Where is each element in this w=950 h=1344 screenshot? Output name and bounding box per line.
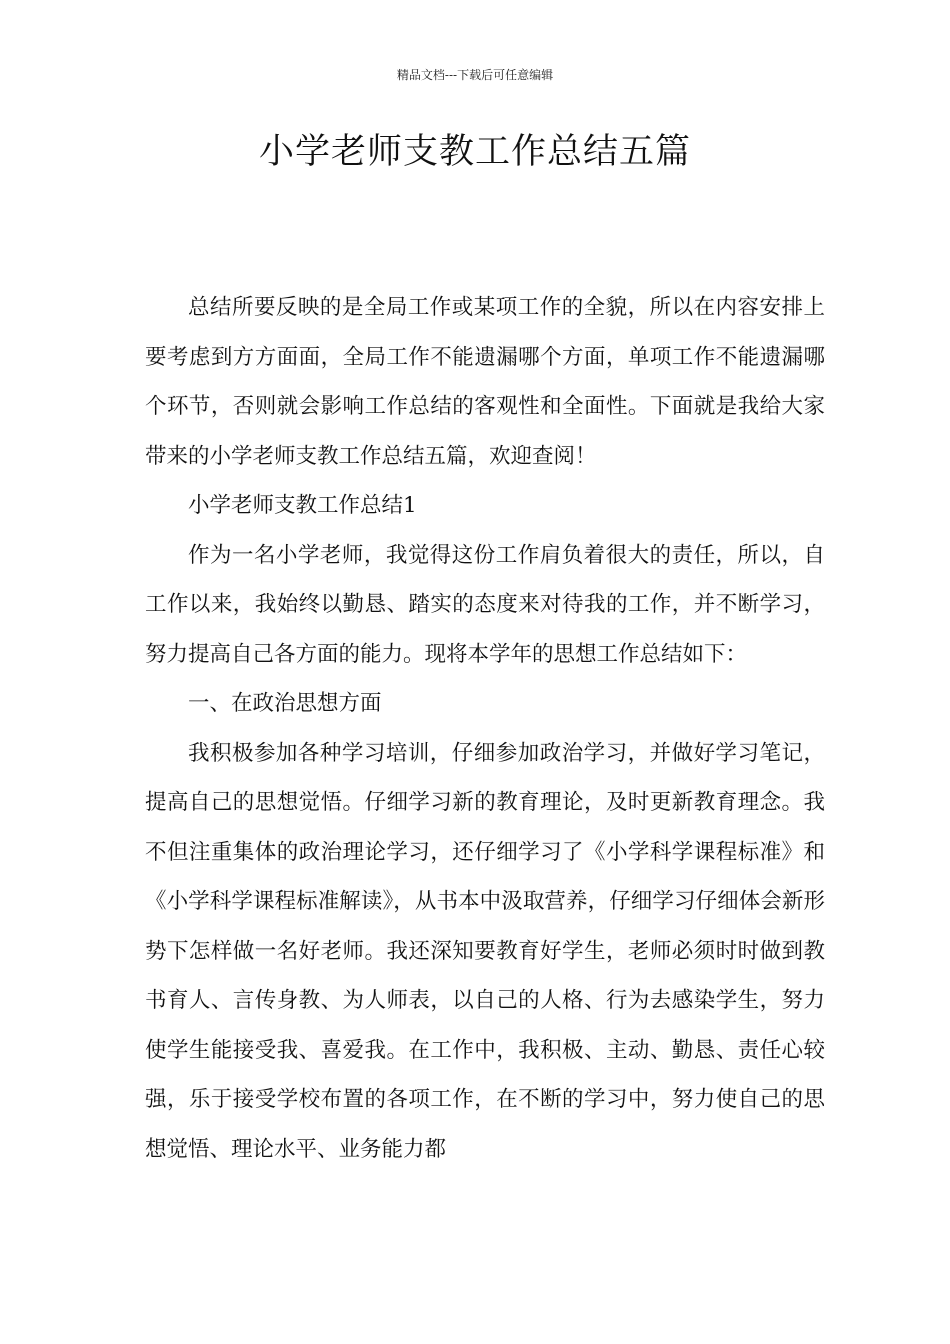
intro-paragraph: 总结所要反映的是全局工作或某项工作的全貌，所以在内容安排上要考虑到方方面面，全局工作不能遗漏哪个方面，单项工作不能遗漏哪个环节，否则就会影响工作总结的客观性和全面性。下面就是我给大家带来的小学老师支教工作总结五篇，欢迎查阅！ — [145, 295, 825, 469]
document-title: 小学老师支教工作总结五篇 — [258, 132, 691, 172]
document-body — [145, 283, 825, 1174]
header-note: 精品文档---下载后可任意编辑 — [396, 68, 554, 82]
body-paragraph: 作为一名小学老师，我觉得这份工作肩负着很大的责任，所以，自工作以来，我始终以勤恳、踏实的态度来对待我的工作，并不断学习，努力提高自己各方面的能力。现将本学年的思想工作总结如下： — [145, 542, 825, 667]
subsection-heading: 一、在政治思想方面 — [188, 691, 382, 716]
body-paragraph: 我积极参加各种学习培训，仔细参加政治学习，并做好学习笔记，提高自己的思想觉悟。仔细学习新的教育理论，及时更新教育理念。我不但注重集体的政治理论学习，还仔细学习了《小学科学课程标准》和《小学科学课程标准解读》，从书本中汲取营养，仔细学习仔细体会新形势下怎样做一名好老师。我还深知要教育好学生，老师必须时时做到教书育人、言传身教、为人师表，以自己的人格、行为去感染学生，努力使学生能接受我、喜爱我。在工作中，我积极、主动、勤恳、责任心较强，乐于接受学校布置的各项工作，在不断的学习中，努力使自己的思想觉悟、理论水平、业务能力都 — [145, 740, 825, 1162]
section-heading: 小学老师支教工作总结1 — [188, 493, 417, 518]
